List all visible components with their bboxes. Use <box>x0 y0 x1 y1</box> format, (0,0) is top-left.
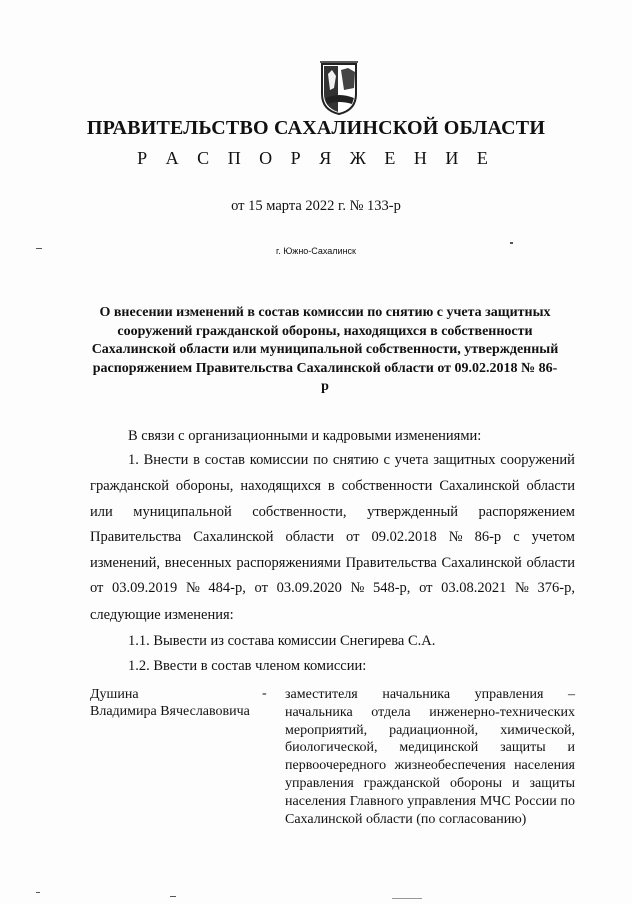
member-given-names: Владимира Вячеславовича <box>90 704 250 719</box>
item1-line-6: от 03.09.2019 № 484-р, от 03.09.2020 № 548-р, от 03.08.2021 № 376-р, <box>90 580 575 596</box>
member-name <box>90 686 250 720</box>
scan-mark <box>36 248 42 249</box>
item1-line-4: Правительства Сахалинской области от 09.02.2018 № 86-р с учетом <box>90 529 575 545</box>
government-title: ПРАВИТЕЛЬСТВО САХАЛИНСКОЙ ОБЛАСТИ <box>86 117 546 139</box>
scan-mark <box>170 896 176 897</box>
coat-of-arms-emblem <box>314 60 364 116</box>
document-subject: О внесении изменений в состав комиссии по снятию с учета защитных сооружений гражданской обороны, находящихся в собственности Сахалинской области или муниципальной собственности, утвержденный распоряжением Правительства Сахалинской области от 09.02.2018 № 86-р <box>91 305 559 395</box>
item1-line-1: 1. Внести в состав комиссии по снятию с учета защитных сооружений <box>128 452 575 468</box>
document-type: Р А С П О Р Я Ж Е Н И Е <box>137 148 495 168</box>
scan-mark <box>392 898 422 899</box>
scan-mark <box>36 892 40 893</box>
member-surname: Душина <box>90 687 139 702</box>
item1-line-2: гражданской обороны, находящихся в собственности Сахалинской области <box>90 478 575 494</box>
document-date-number: от 15 марта 2022 г. № 133-р <box>231 198 401 214</box>
member-description: заместителя начальника управления – начальника отдела инженерно-технических мероприятий, радиационной, химической, биологической, медицинской защиты и первоочередного жизнеобеспечения населения управления гражданской обороны и защиты населения Главного управления МЧС России по Сахалинской области (по согласованию) <box>285 687 575 827</box>
document-city: г. Южно-Сахалинск <box>276 246 356 256</box>
item1-last-line: следующие изменения: <box>90 607 234 623</box>
item1-line-5: изменений, внесенных распоряжениями Правительства Сахалинской области <box>90 555 575 571</box>
item-1-2: 1.2. Ввести в состав членом комиссии: <box>128 658 367 674</box>
member-dash: - <box>262 686 267 701</box>
scan-mark <box>510 242 513 244</box>
item1-line-3: или муниципальной собственности, утвержденный распоряжением <box>90 504 575 520</box>
intro-paragraph: В связи с организационными и кадровыми изменениями: <box>128 428 482 444</box>
item-1-1: 1.1. Вывести из состава комиссии Снегирева С.А. <box>128 633 436 649</box>
